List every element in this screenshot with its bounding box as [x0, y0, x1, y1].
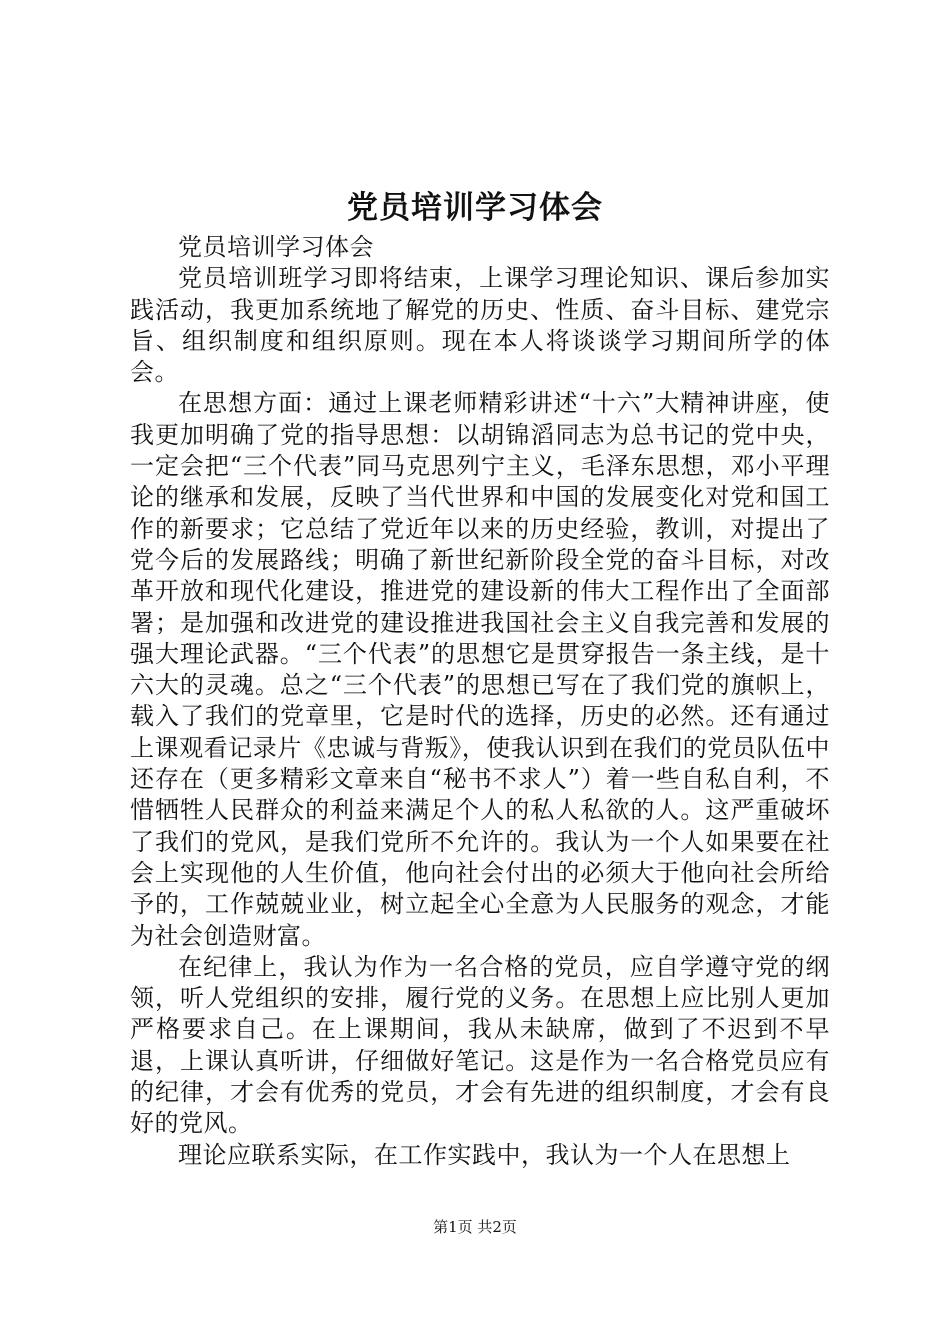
paragraph-intro: 党员培训班学习即将结束，上课学习理论知识、课后参加实践活动，我更加系统地了解党的历史、性质、奋斗目标、建党宗旨、组织制度和组织原则。现在本人将谈谈学习期间所学的体会。 — [130, 264, 830, 387]
document-body — [130, 232, 830, 1171]
paragraph-subtitle: 党员培训学习体会 — [178, 233, 374, 261]
page-title: 党员培训学习体会 — [347, 190, 603, 226]
paragraph-discipline: 在纪律上，我认为作为一名合格的党员，应自学遵守党的纲领，听人党组织的安排，履行党的义务。在思想上应比别人更加严格要求自己。在上课期间，我从未缺席，做到了不迟到不早退，上课认真听讲，仔细做好笔记。这是作为一名合格党员应有的纪律，才会有优秀的党员，才会有先进的组织制度，才会有良好的党风。 — [130, 952, 830, 1138]
paragraph-practice: 理论应联系实际，在工作实践中，我认为一个人在思想上 — [178, 1140, 791, 1169]
page-footer: 第1页 共2页 — [433, 1218, 517, 1236]
paragraph-thought: 在思想方面：通过上课老师精彩讲述“十六”大精神讲座，使我更加明确了党的指导思想：以胡锦滔同志为总书记的党中央，一定会把“三个代表”同马克思列宁主义，毛泽东思想，邓小平理论的继承和发展，反映了当代世界和中国的发展变化对党和国工作的新要求；它总结了党近年以来的历史经验，教训，对提出了党今后的发展路线；明确了新世纪新阶段全党的奋斗目标，对改革开放和现代化建设，推进党的建设新的伟大工程作出了全面部署；是加强和改进党的建设推进我国社会主义自我完善和发展的强大理论武器。“三个代表”的思想它是贯穿报告一条主线，是十六大的灵魂。总之“三个代表”的思想已写在了我们党的旗帜上，载入了我们的党章里，它是时代的选择，历史的必然。还有通过上课观看记录片《忠诚与背叛》，使我认识到在我们的党员队伍中还存在（更多精彩文章来自“秘书不求人”）着一些自私自利，不惜牺牲人民群众的利益来满足个人的私人私欲的人。这严重破坏了我们的党风，是我们党所不允许的。我认为一个人如果要在社会上实现他的人生价值，他向社会付出的必须大于他向社会所给予的，工作兢兢业业，树立起全心全意为人民服务的观念，才能为社会创造财富。 — [130, 389, 830, 950]
